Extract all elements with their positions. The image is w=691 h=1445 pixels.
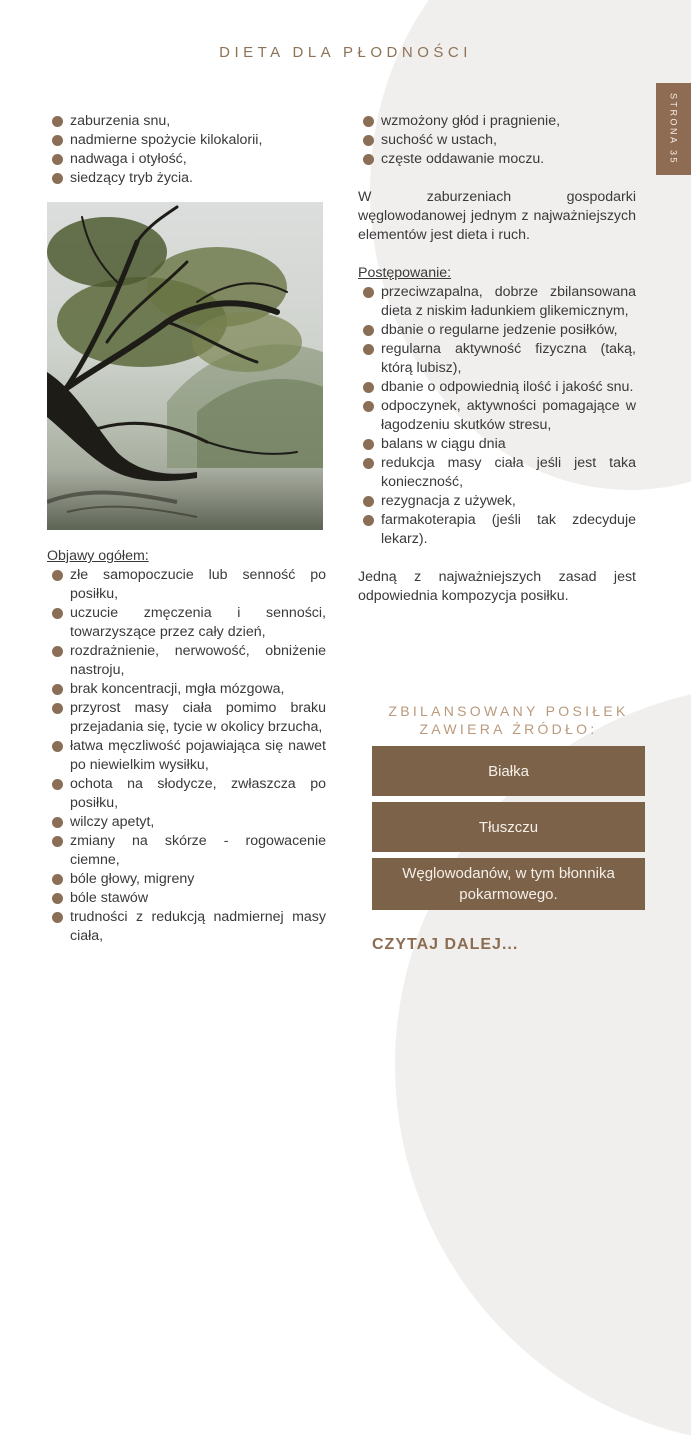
list-item: regularna aktywność fizyczna (taką, którą lubisz), <box>358 340 636 378</box>
balanced-meal-heading: ZBILANSOWANY POSIŁEK ZAWIERA ŹRÓDŁO: <box>388 703 629 737</box>
list-item: zmiany na skórze - rogowacenie ciemne, <box>47 832 326 870</box>
meal-item-fat: Tłuszczu <box>372 802 645 852</box>
list-item: rozdrażnienie, nerwowość, obniżenie nastroju, <box>47 642 326 680</box>
list-item: odpoczynek, aktywności pomagające w łagodzeniu skutków stresu, <box>358 397 636 435</box>
procedure-heading: Postępowanie: <box>358 265 452 281</box>
procedure-list <box>358 283 636 549</box>
symptoms-list <box>47 566 326 946</box>
list-item: redukcja masy ciała jeśli jest taka konieczność, <box>358 454 636 492</box>
risk-factor-list <box>47 112 326 188</box>
diet-paragraph: W zaburzeniach gospodarki węglowodanowej jednym z najważniejszych elementów jest dieta i ruch. <box>358 189 636 243</box>
list-item: wilczy apetyt, <box>47 813 326 832</box>
list-item: farmakoterapia (jeśli tak zdecyduje lekarz). <box>358 511 636 549</box>
list-item: suchość w ustach, <box>358 131 636 150</box>
meal-composition-paragraph: Jedną z najważniejszych zasad jest odpowiednia kompozycja posiłku. <box>358 569 636 604</box>
list-item: częste oddawanie moczu. <box>358 150 636 169</box>
page-number-tab <box>656 83 691 175</box>
page-number-label: STRONA 35 <box>668 92 679 166</box>
list-item: przeciwzapalna, dobrze zbilansowana dieta z niskim ładunkiem glikemicznym, <box>358 283 636 321</box>
list-item: bóle stawów <box>47 889 326 908</box>
symptom-continued-list <box>358 112 636 169</box>
page-title: DIETA DLA PŁODNOŚCI <box>219 44 472 61</box>
list-item: brak koncentracji, mgła mózgowa, <box>47 680 326 699</box>
meal-item-protein: Białka <box>372 746 645 796</box>
list-item: dbanie o odpowiednią ilość i jakość snu. <box>358 378 636 397</box>
read-more-link[interactable]: CZYTAJ DALEJ... <box>372 936 519 953</box>
misty-lake-tree-photo <box>47 202 323 530</box>
symptoms-heading: Objawy ogółem: <box>47 548 149 564</box>
list-item: dbanie o regularne jedzenie posiłków, <box>358 321 636 340</box>
meal-item-carbohydrates: Węglowodanów, w tym błonnika pokarmowego. <box>372 858 645 910</box>
list-item: przyrost masy ciała pomimo braku przejadania się, tycie w okolicy brzucha, <box>47 699 326 737</box>
list-item: siedzący tryb życia. <box>47 169 326 188</box>
list-item: zaburzenia snu, <box>47 112 326 131</box>
list-item: złe samopoczucie lub senność po posiłku, <box>47 566 326 604</box>
left-top-list-section <box>47 112 326 188</box>
list-item: wzmożony głód i pragnienie, <box>358 112 636 131</box>
list-item: uczucie zmęczenia i senności, towarzyszące przez cały dzień, <box>47 604 326 642</box>
symptoms-section <box>47 547 326 946</box>
list-item: nadmierne spożycie kilokalorii, <box>47 131 326 150</box>
list-item: nadwaga i otyłość, <box>47 150 326 169</box>
right-text-section <box>358 112 636 606</box>
list-item: trudności z redukcją nadmiernej masy ciała, <box>47 908 326 946</box>
list-item: rezygnacja z używek, <box>358 492 636 511</box>
list-item: łatwa męczliwość pojawiająca się nawet po niewielkim wysiłku, <box>47 737 326 775</box>
list-item: balans w ciągu dnia <box>358 435 636 454</box>
list-item: bóle głowy, migreny <box>47 870 326 889</box>
list-item: ochota na słodycze, zwłaszcza po posiłku, <box>47 775 326 813</box>
